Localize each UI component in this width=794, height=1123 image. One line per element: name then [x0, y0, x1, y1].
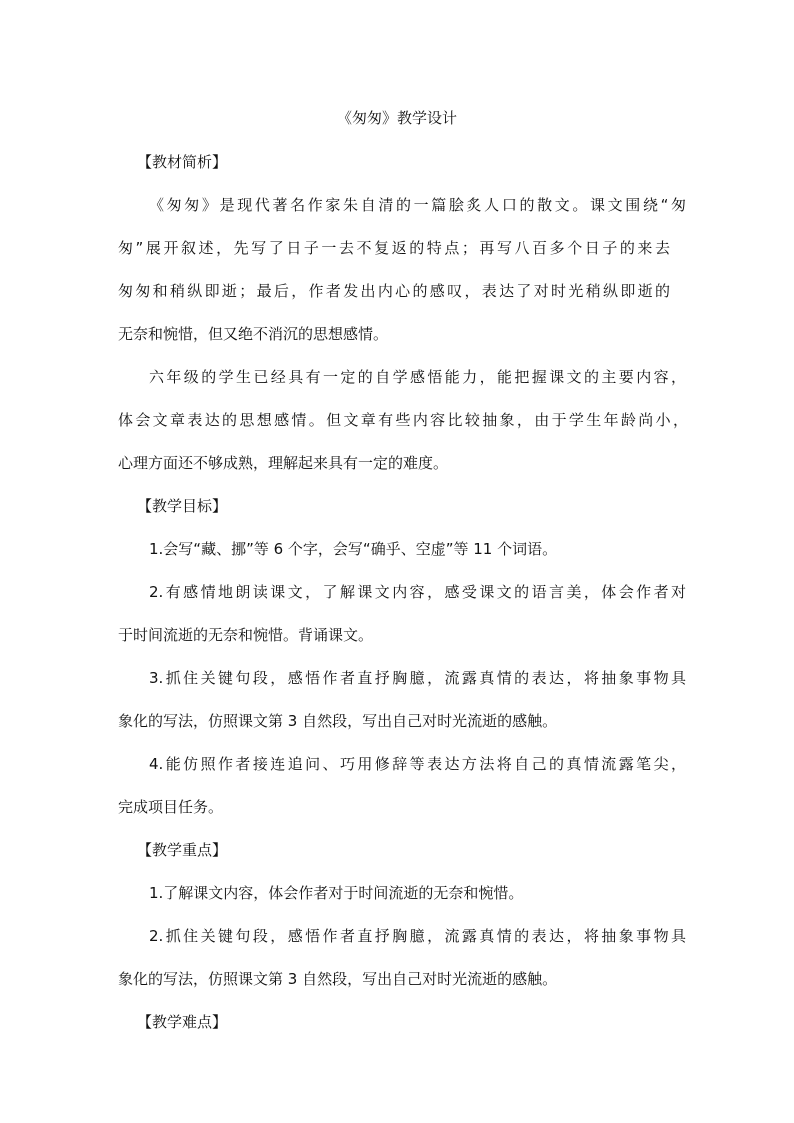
paragraph-line: 象化的写法，仿照课文第 3 自然段，写出自己对时光流逝的感触。 — [118, 970, 558, 988]
paragraph-line: 1.会写“藏、挪”等 6 个字，会写“确乎、空虚”等 11 个词语。 — [149, 540, 558, 558]
paragraph-line: 4.能仿照作者接连追问、巧用修辞等表达方法将自己的真情流露笔尖， — [149, 755, 686, 773]
section-heading-teaching-difficulties: 【教学难点】 — [137, 1013, 228, 1031]
paragraph-line: 六年级的学生已经具有一定的自学感悟能力，能把握课文的主要内容， — [149, 368, 686, 386]
paragraph-line: 体会文章表达的思想感情。但文章有些内容比较抽象，由于学生年龄尚小， — [118, 411, 688, 429]
paragraph-line: 心理方面还不够成熟，理解起来具有一定的难度。 — [118, 454, 449, 472]
section-heading-teaching-goals: 【教学目标】 — [137, 497, 228, 515]
paragraph-line: 3.抓住关键句段，感悟作者直抒胸臆，流露真情的表达，将抽象事物具 — [149, 669, 686, 687]
section-heading-teaching-focus: 【教学重点】 — [137, 841, 228, 859]
paragraph-line: 《匆匆》是现代著名作家朱自清的一篇脍炙人口的散文。课文围绕“匆 — [149, 196, 686, 214]
paragraph-line: 2.有感情地朗读课文，了解课文内容，感受课文的语言美，体会作者对 — [149, 583, 686, 601]
paragraph-line: 1.了解课文内容，体会作者对于时间流逝的无奈和惋惜。 — [149, 884, 524, 902]
document-title: 《匆匆》教学设计 — [336, 109, 457, 127]
section-heading-textbook-analysis: 【教材简析】 — [137, 153, 228, 171]
paragraph-line: 于时间流逝的无奈和惋惜。背诵课文。 — [118, 626, 374, 644]
paragraph-line: 2.抓住关键句段，感悟作者直抒胸臆，流露真情的表达，将抽象事物具 — [149, 927, 686, 945]
paragraph-line: 匆”展开叙述，先写了日子一去不复返的特点；再写八百多个日子的来去 — [118, 239, 670, 257]
paragraph-line: 完成项目任务。 — [118, 798, 224, 816]
paragraph-line: 匆匆和稍纵即逝；最后，作者发出内心的感叹，表达了对时光稍纵即逝的 — [118, 282, 670, 300]
paragraph-line: 象化的写法，仿照课文第 3 自然段，写出自己对时光流逝的感触。 — [118, 712, 558, 730]
paragraph-line: 无奈和惋惜，但又绝不消沉的思想感情。 — [118, 325, 389, 343]
